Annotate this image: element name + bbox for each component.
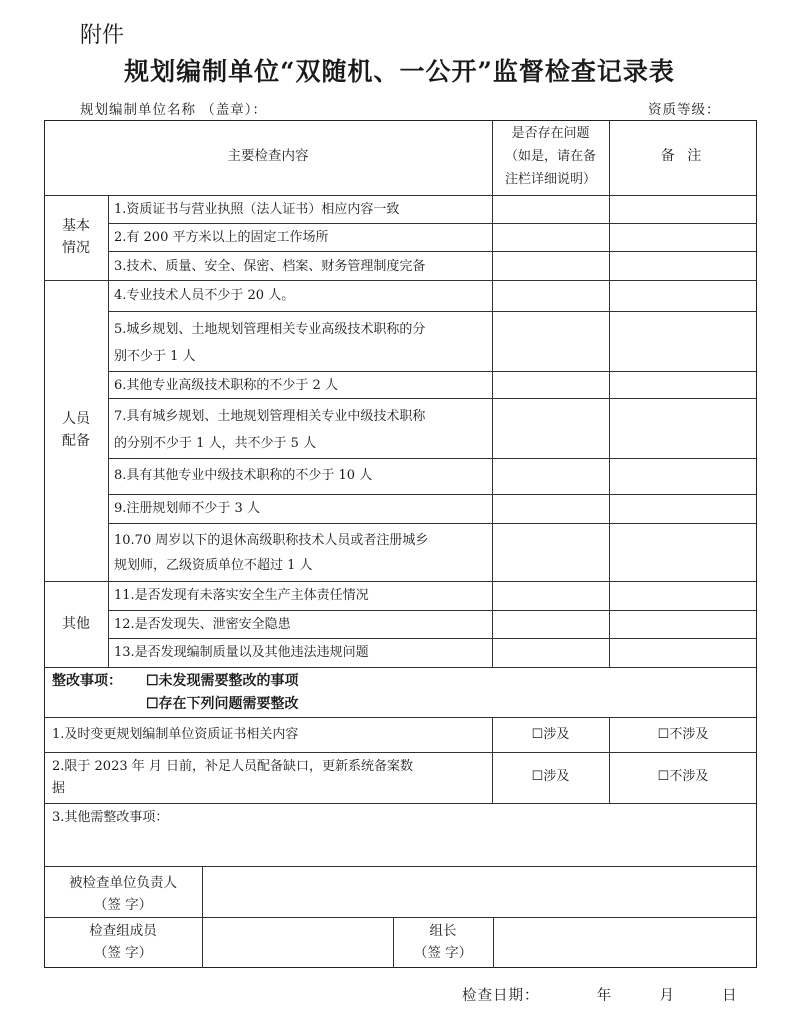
involved-checkbox-2[interactable]: ☐涉及 (531, 769, 570, 784)
divider (609, 120, 610, 667)
divider (44, 803, 757, 804)
list-item-line: 10.70 周岁以下的退休高级职称技术人员或者注册城乡 (114, 533, 429, 548)
list-item: 3.技术、质量、安全、保密、档案、财务管理制度完备 (114, 259, 426, 274)
inspector-label (44, 920, 202, 964)
inspected-head-label (44, 872, 202, 916)
rectification-item-3: 3.其他需整改事项： (52, 810, 169, 825)
divider (108, 251, 757, 252)
divider (108, 638, 757, 639)
divider (108, 610, 757, 611)
list-item: 2.有 200 平方米以上的固定工作场所 (114, 230, 329, 245)
list-item: 4.专业技术人员不少于 20 人。 (114, 288, 295, 303)
list-item: 13.是否发现编制质量以及其他违法违规问题 (114, 645, 369, 660)
date-month: 月 (659, 988, 675, 1004)
date-label: 检查日期： (462, 988, 540, 1004)
category-personnel-line1: 人员 (62, 411, 90, 427)
divider (492, 120, 493, 667)
list-item: 11.是否发现有未落实安全生产主体责任情况 (114, 588, 369, 603)
inspected-head-title: 被检查单位负责人 (69, 875, 177, 891)
rectification-item-2 (52, 756, 490, 800)
inspected-head-signature-field[interactable] (202, 866, 757, 917)
list-item-line: 规划师，乙级资质单位不超过 1 人 (114, 558, 313, 573)
qualification-label: 资质等级： (648, 102, 721, 118)
list-item: 6.其他专业高级技术职称的不少于 2 人 (114, 378, 338, 393)
leader-title: 组长 (429, 923, 457, 939)
rectification-option-exists[interactable]: ☐存在下列问题需要整改 (146, 696, 299, 712)
list-item: 1.资质证书与营业执照（法人证书）相应内容一致 (114, 202, 400, 217)
header-problem-line2: （如是，请在备 (504, 149, 596, 164)
divider (108, 371, 757, 372)
divider (108, 398, 757, 399)
date-day: 日 (722, 988, 738, 1004)
divider (44, 717, 757, 718)
category-basic (44, 215, 108, 259)
list-item: 9.注册规划师不少于 3 人 (114, 501, 260, 516)
inspected-head-sign: （签 字） (93, 897, 153, 913)
not-involved-checkbox-2[interactable]: ☐不涉及 (657, 769, 709, 784)
divider (108, 494, 757, 495)
inspection-date (462, 984, 738, 1005)
list-item-line: 5.城乡规划、土地规划管理相关专业高级技术职称的分 (114, 322, 426, 337)
category-other: 其他 (62, 616, 90, 632)
divider (108, 523, 757, 524)
not-involved-checkbox-1[interactable]: ☐不涉及 (657, 727, 709, 742)
divider (44, 752, 757, 753)
divider (108, 458, 757, 459)
divider (108, 311, 757, 312)
category-personnel-line2: 配备 (62, 433, 90, 449)
leader-label (393, 920, 493, 964)
date-year: 年 (596, 988, 613, 1004)
divider (44, 667, 757, 668)
rectification-item-2-line1: 2.限于 2023 年 月 日前，补足人员配备缺口，更新系统备案数 (52, 759, 414, 774)
involved-checkbox-1[interactable]: ☐涉及 (531, 727, 570, 742)
divider (44, 195, 757, 196)
category-basic-line2: 情况 (62, 240, 90, 256)
rectification-option-none[interactable]: ☐未发现需要整改的事项 (146, 673, 299, 689)
leader-signature-field[interactable] (493, 917, 757, 968)
list-item (108, 403, 492, 457)
rectification-item-1: 1.及时变更规划编制单位资质证书相关内容 (52, 727, 299, 742)
list-item: 12.是否发现失、泄密安全隐患 (114, 617, 291, 632)
divider (108, 223, 757, 224)
header-problem-line3: 注栏详细说明） (504, 172, 596, 187)
rectification-item-2-line2: 据 (52, 781, 66, 796)
category-personnel (44, 408, 108, 452)
inspector-title: 检查组成员 (89, 923, 157, 939)
category-basic-line1: 基本 (62, 218, 90, 234)
header-problem-line1: 是否存在问题 (511, 126, 590, 141)
unit-name-label: 规划编制单位名称 （盖章）： (80, 102, 268, 118)
divider (44, 581, 757, 582)
page-title: 规划编制单位“双随机、一公开”监督检查记录表 (124, 57, 675, 86)
inspector-sign: （签 字） (93, 945, 153, 961)
header-problem (492, 122, 609, 191)
inspector-signature-field[interactable] (202, 917, 393, 968)
list-item-line: 别不少于 1 人 (114, 349, 196, 364)
inspection-table (44, 120, 757, 968)
list-item (108, 528, 492, 578)
rectification-label: 整改事项： (52, 673, 122, 689)
header-remarks: 备 注 (660, 148, 706, 164)
list-item (108, 316, 492, 370)
divider (44, 280, 757, 281)
header-main-content: 主要检查内容 (227, 148, 309, 164)
list-item-line: 7.具有城乡规划、土地规划管理相关专业中级技术职称 (114, 409, 426, 424)
list-item: 8.具有其他专业中级技术职称的不少于 10 人 (114, 468, 373, 483)
leader-sign: （签 字） (413, 945, 473, 961)
attachment-label: 附件 (80, 23, 125, 48)
list-item-line: 的分别不少于 1 人，共不少于 5 人 (114, 436, 317, 451)
